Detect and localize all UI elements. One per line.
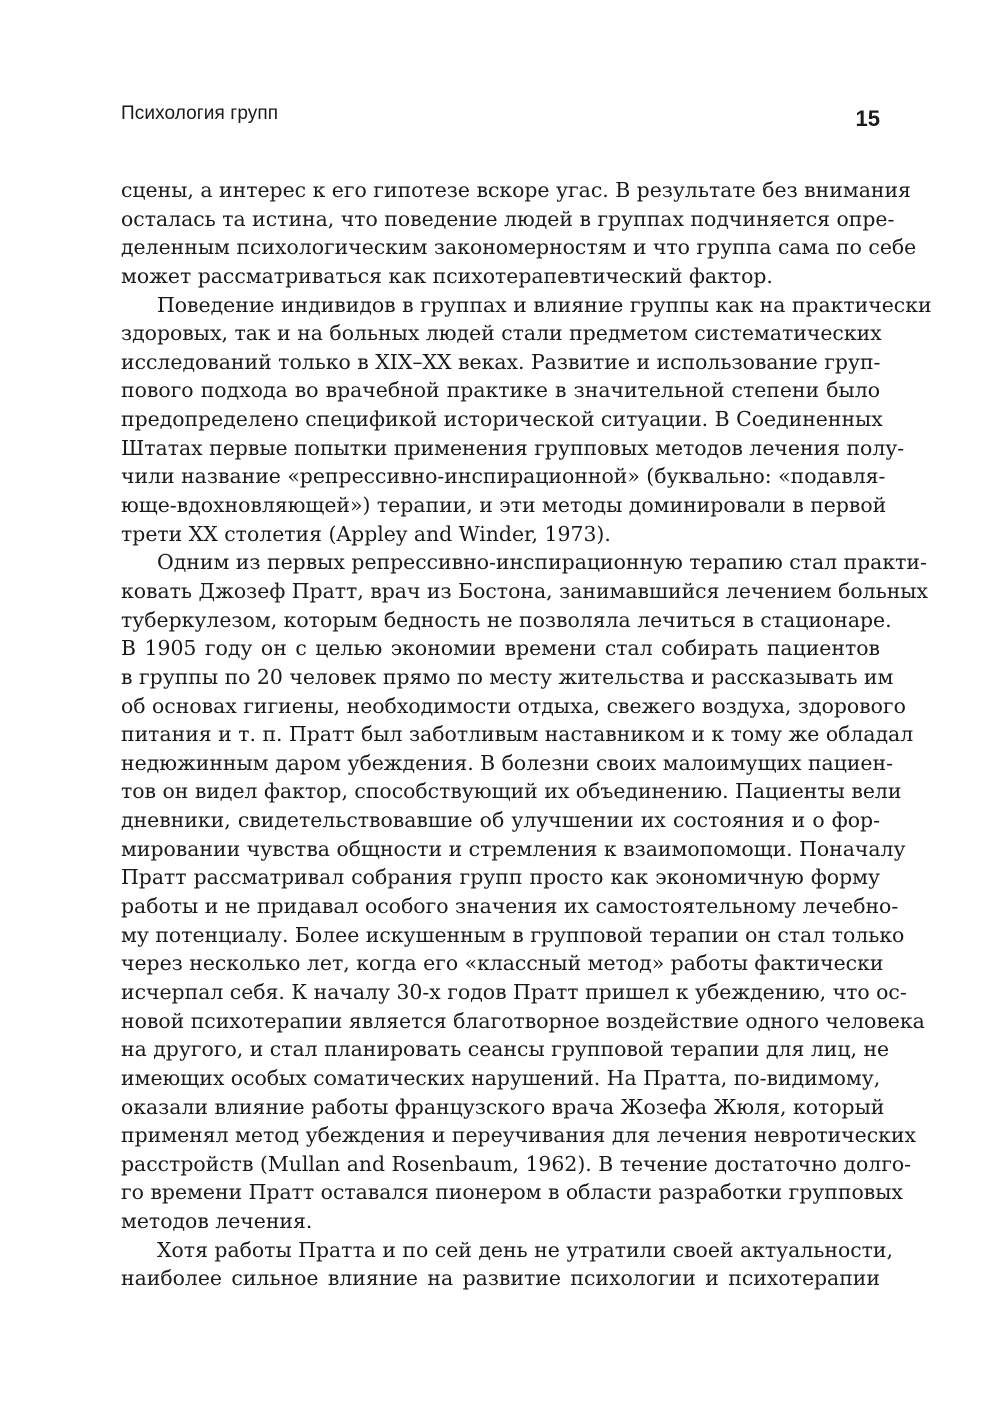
text-line: предопределено спецификой исторической ситуации. В Соединенных	[121, 407, 883, 432]
text-line: имеющих особых соматических нарушений. На Пратта, по-видимому,	[121, 1065, 881, 1090]
text-line: пового подхода во врачебной практике в значительной степени было	[121, 378, 880, 403]
text-line: оказали влияние работы французского врача Жозефа Жюля, который	[121, 1094, 885, 1119]
text-line: сцены, а интерес к его гипотезе вскоре угас. В результате без внимания	[121, 178, 911, 202]
text-line: ковать Джозеф Пратт, врач из Бостона, занимавшийся лечением больных	[121, 578, 929, 603]
text-line: Поведение индивидов в группах и влияние группы как на практически	[157, 292, 932, 317]
text-line: на другого, и стал планировать сеансы групповой терапии для лиц, не	[121, 1037, 890, 1062]
text-line: Одним из первых репрессивно-инспирационную терапию стал практи-	[157, 550, 927, 575]
paragraph-1	[121, 176, 917, 291]
text-line: тов он видел фактор, способствующий их объединению. Пациенты вели	[121, 779, 902, 804]
paragraph-4	[121, 1236, 894, 1293]
text-line: через несколько лет, когда его «классный метод» работы фактически	[121, 951, 884, 976]
text-line: здоровых, так и на больных людей стали предметом систематических	[121, 321, 882, 346]
running-title: Психология групп	[121, 103, 279, 124]
text-line: применял метод убеждения и переучивания для лечения невротических	[121, 1123, 916, 1148]
text-line: Хотя работы Пратта и по сей день не утратили своей актуальности,	[157, 1237, 894, 1262]
text-line: му потенциалу. Более искушенным в групповой терапии он стал только	[121, 922, 905, 947]
text-line: исследований только в XIX–XX веках. Развитие и использование груп-	[121, 349, 881, 374]
text-line: наиболее сильное влияние на развитие психологии и психотерапии	[121, 1266, 880, 1291]
text-line: деленным психологическим закономерностям и что группа сама по себе	[121, 235, 917, 260]
text-line: может рассматриваться как психотерапевтический фактор.	[121, 263, 773, 288]
text-line: юще-вдохновляющей») терапии, и эти методы доминировали в первой	[121, 493, 887, 518]
text-line: исчерпал себя. К началу 30-х годов Пратт пришел к убеждению, что ос-	[121, 979, 907, 1004]
text-line: новой психотерапии является благотворное воздействие одного человека	[121, 1008, 925, 1033]
text-line: об основах гигиены, необходимости отдыха, свежего воздуха, здорового	[121, 693, 906, 718]
text-line: трети XX столетия (Appley and Winder, 1973).	[121, 521, 611, 546]
text-line: методов лечения.	[121, 1209, 313, 1234]
text-line: работы и не придавал особого значения их самостоятельному лечебно-	[121, 894, 899, 919]
text-line: в группы по 20 человек прямо по месту жительства и рассказывать им	[121, 664, 894, 689]
text-line: расстройств (Mullan and Rosenbaum, 1962). В течение достаточно долго-	[121, 1151, 912, 1176]
text-line: В 1905 году он с целью экономии времени стал собирать пациентов	[121, 636, 880, 661]
page-number: 15	[855, 106, 880, 131]
paragraph-3	[121, 548, 929, 1235]
text-line: Штатах первые попытки применения групповых методов лечения полу-	[121, 435, 905, 460]
text-line: питания и т. п. Пратт был заботливым наставником и к тому же обладал	[121, 722, 914, 747]
paragraph-2	[121, 291, 932, 549]
text-line: недюжинным даром убеждения. В болезни своих малоимущих пациен-	[121, 750, 893, 775]
text-line: осталась та истина, что поведение людей в группах подчиняется опре-	[121, 206, 895, 231]
text-line: чили название «репрессивно-инспирационной» (буквально: «подавля-	[121, 464, 886, 489]
text-line: туберкулезом, которым бедность не позволяла лечиться в стационаре.	[121, 607, 892, 632]
text-line: дневники, свидетельствовавшие об улучшении их состояния и о фор-	[121, 808, 880, 833]
body-text	[121, 176, 932, 1293]
text-line: мировании чувства общности и стремления к взаимопомощи. Поначалу	[121, 836, 906, 861]
text-line: Пратт рассматривал собрания групп просто как экономичную форму	[121, 865, 880, 890]
text-line: го времени Пратт оставался пионером в области разработки групповых	[121, 1180, 903, 1205]
